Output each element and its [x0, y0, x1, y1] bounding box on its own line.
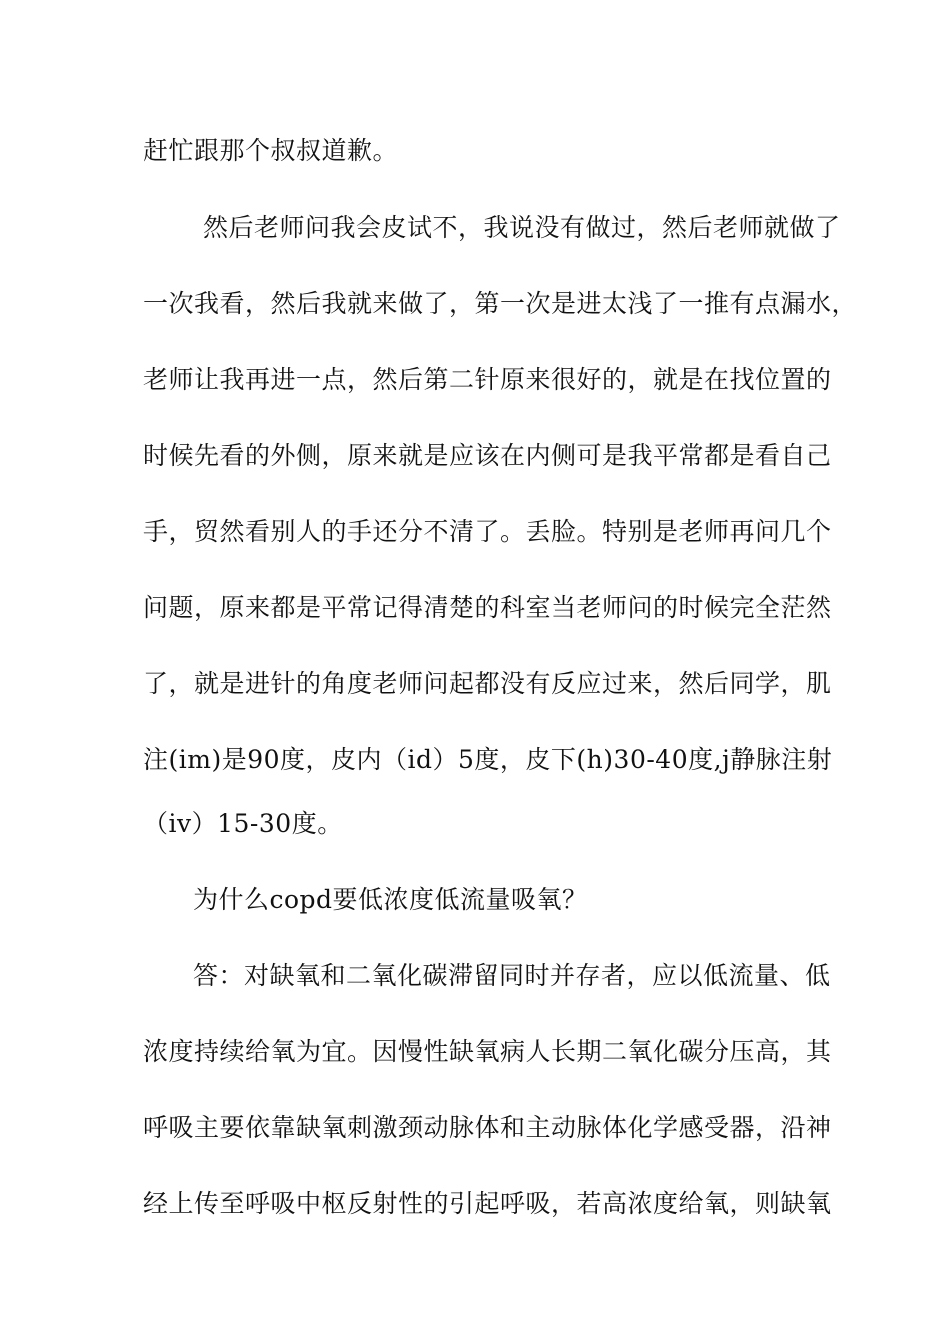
text-line: 经上传至呼吸中枢反射性的引起呼吸，若高浓度给氧，则缺氧 [143, 1189, 832, 1218]
text-line: 时候先看的外侧，原来就是应该在内侧可是我平常都是看自己 [143, 441, 832, 470]
text-line: 注(im)是90度，皮内（id）5度，皮下(h)30-40度,j静脉注射 [143, 745, 833, 774]
text-line: 一次我看，然后我就来做了，第一次是进太浅了一推有点漏水， [143, 289, 858, 318]
question-heading: 为什么copd要低浓度低流量吸氧？ [193, 885, 588, 914]
text-line: 了，就是进针的角度老师问起都没有反应过来，然后同学，肌 [143, 669, 832, 698]
text-line: 问题，原来都是平常记得清楚的科室当老师问的时候完全茫然 [143, 593, 832, 622]
text-line: 手，贸然看别人的手还分不清了。丢脸。特别是老师再问几个 [143, 517, 832, 546]
text-line: 呼吸主要依靠缺氧刺激颈动脉体和主动脉体化学感受器，沿神 [143, 1113, 832, 1142]
text-line: 浓度持续给氧为宜。因慢性缺氧病人长期二氧化碳分压高，其 [143, 1037, 832, 1066]
answer-start-line: 答：对缺氧和二氧化碳滞留同时并存者，应以低流量、低 [193, 961, 831, 990]
text-line: 老师让我再进一点，然后第二针原来很好的，就是在找位置的 [143, 365, 832, 394]
text-line: 赶忙跟那个叔叔道歉。 [143, 136, 399, 165]
text-line: （iv）15-30度。 [143, 809, 343, 838]
paragraph-start-line: 然后老师问我会皮试不，我说没有做过，然后老师就做了 [203, 213, 841, 242]
